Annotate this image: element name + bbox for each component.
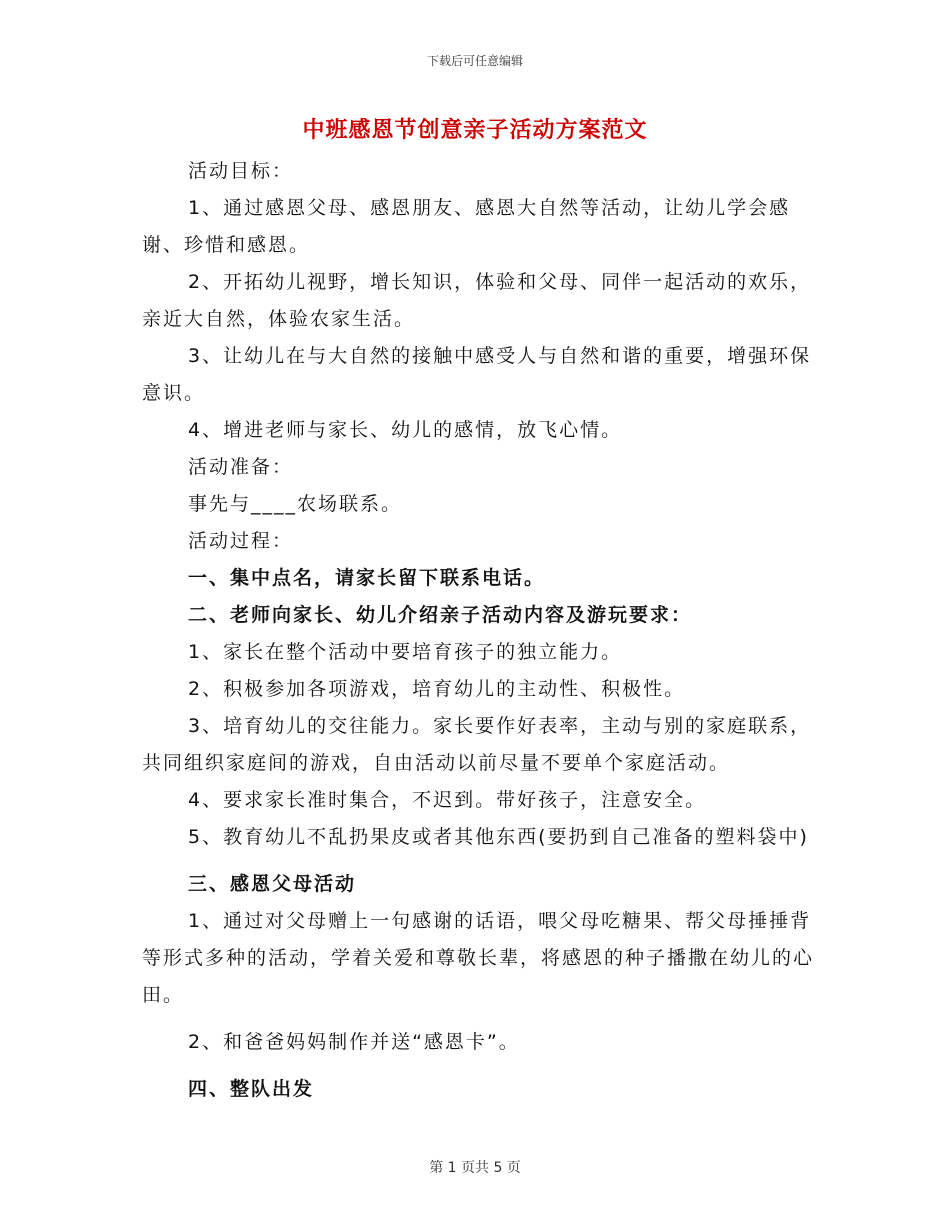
document-body: [142, 153, 822, 1108]
paragraph: 3、培育幼儿的交往能力。家长要作好表率，主动与别的家庭联系，共同组织家庭间的游戏，自由活动以前尽量不要单个家庭活动。: [142, 715, 812, 774]
paragraph: 3、让幼儿在与大自然的接触中感受人与自然和谐的重要，增强环保意识。: [142, 345, 812, 404]
paragraph: 5、教育幼儿不乱扔果皮或者其他东西(要扔到自己准备的塑料袋中): [188, 826, 809, 848]
section-heading: 一、集中点名，请家长留下联系电话。: [188, 567, 546, 589]
paragraph: 1、通过对父母赠上一句感谢的话语，喂父母吃糖果、帮父母捶捶背等形式多种的活动，学着关爱和尊敬长辈，将感恩的种子播撒在幼儿的心田。: [142, 910, 815, 1006]
paragraph: 4、要求家长准时集合，不迟到。带好孩子，注意安全。: [188, 789, 707, 811]
paragraph: 事先与____农场联系。: [188, 493, 403, 515]
paragraph: 活动目标：: [188, 160, 294, 182]
paragraph: 4、增进老师与家长、幼儿的感情，放飞心情。: [188, 419, 623, 441]
paragraph: 活动过程：: [188, 530, 294, 552]
page-header: 下载后可任意编辑: [426, 54, 523, 68]
document-title: 中班感恩节创意亲子活动方案范文: [302, 118, 648, 143]
section-heading: 四、整队出发: [188, 1078, 315, 1100]
section-heading: 三、感恩父母活动: [188, 873, 357, 895]
paragraph: 1、通过感恩父母、感恩朋友、感恩大自然等活动，让幼儿学会感谢、珍惜和感恩。: [142, 197, 791, 256]
paragraph: 2、积极参加各项游戏，培育幼儿的主动性、积极性。: [188, 678, 686, 700]
page-footer: 第 1 页共 5 页: [429, 1160, 521, 1176]
section-heading: 二、老师向家长、幼儿介绍亲子活动内容及游玩要求：: [188, 604, 693, 626]
paragraph: 1、家长在整个活动中要培育孩子的独立能力。: [188, 641, 623, 663]
paragraph: 2、开拓幼儿视野，增长知识，体验和父母、同伴一起活动的欢乐，亲近大自然，体验农家生活。: [142, 271, 812, 330]
paragraph: 活动准备：: [188, 456, 294, 478]
paragraph: 2、和爸爸妈妈制作并送“感恩卡”。: [188, 1031, 520, 1053]
